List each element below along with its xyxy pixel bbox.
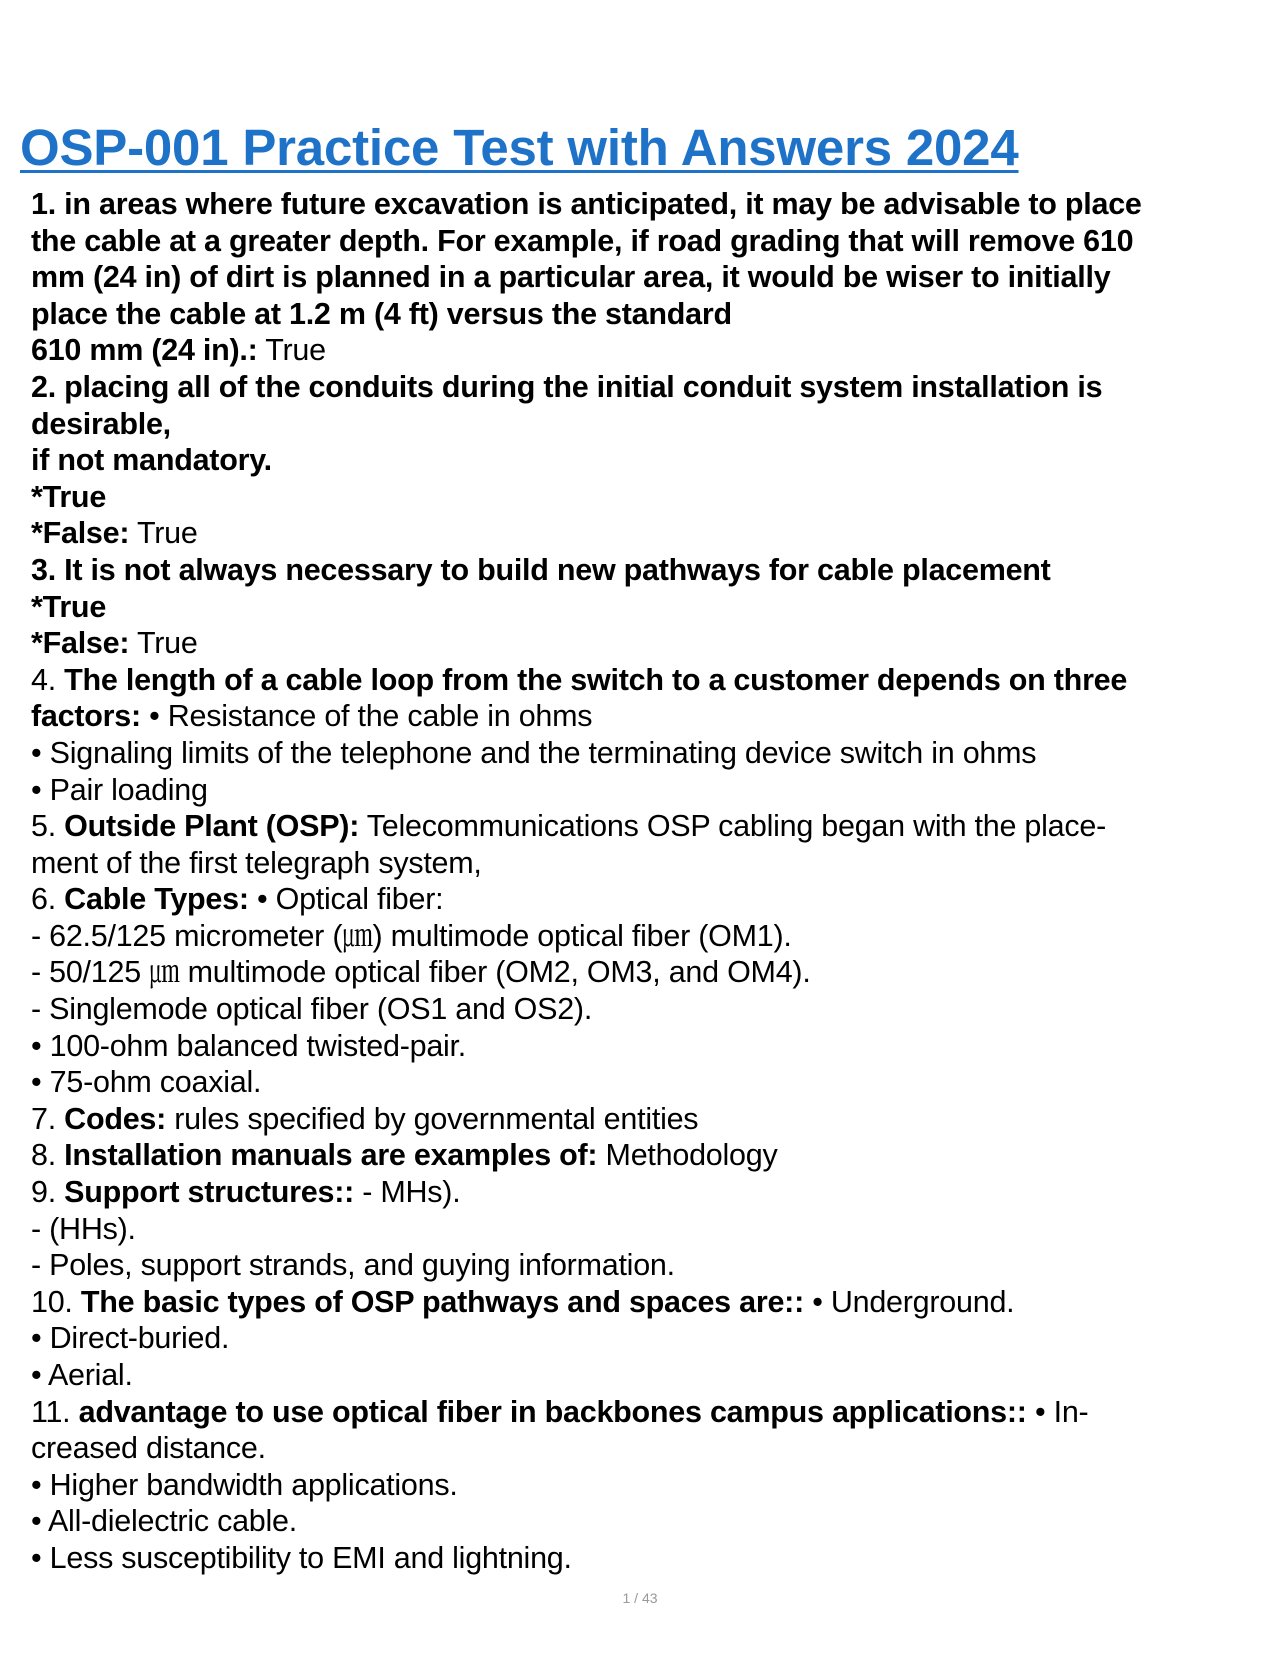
- text-line: [31, 1211, 1256, 1248]
- answer-text: • Pair loading: [31, 772, 208, 807]
- answer-text: • All-dielectric cable.: [31, 1504, 297, 1539]
- text-line: [31, 918, 1256, 955]
- text-line: [31, 881, 1256, 918]
- question-text: mm (24 in) of dirt is planned in a particular area, it would be wiser to initially: [31, 260, 1111, 295]
- text-line: [31, 223, 1256, 260]
- question-text: if not mandatory.: [31, 443, 272, 478]
- item-number: 6.: [31, 882, 65, 917]
- item-number: 10.: [31, 1284, 81, 1319]
- text-line: [31, 369, 1256, 406]
- text-line: [31, 1028, 1256, 1065]
- text-line: [31, 515, 1256, 552]
- question-text: advantage to use optical fiber in backbones campus applications::: [78, 1394, 1027, 1429]
- text-line: [31, 1320, 1256, 1357]
- item-number: 8.: [31, 1138, 65, 1173]
- text-line: [31, 662, 1256, 699]
- text-line: [31, 1394, 1256, 1431]
- question-text: the cable at a greater depth. For example, if road grading that will remove 610: [31, 223, 1134, 258]
- text-line: [31, 1430, 1256, 1467]
- item-number: 4.: [31, 662, 65, 697]
- answer-text: - (HHs).: [31, 1211, 136, 1246]
- question-text: 1. in areas where future excavation is anticipated, it may be advisable to place: [31, 187, 1142, 221]
- question-text: The length of a cable loop from the switch to a customer depends on three: [64, 662, 1128, 697]
- text-line: [31, 808, 1256, 845]
- answer-text: • Resistance of the cable in ohms: [140, 699, 593, 734]
- text-line: [31, 772, 1256, 809]
- text-line: [31, 735, 1256, 772]
- text-line: [31, 1064, 1256, 1101]
- item-number: 7.: [31, 1101, 65, 1136]
- answer-text: • Underground.: [803, 1284, 1015, 1319]
- item-number: 5.: [31, 809, 65, 844]
- question-text: Outside Plant (OSP):: [64, 809, 360, 844]
- question-text: 610 mm (24 in).:: [31, 333, 258, 368]
- answer-text: • Optical fiber:: [248, 882, 444, 917]
- answer-text: • Direct-buried.: [31, 1321, 230, 1356]
- question-text: factors:: [31, 699, 141, 734]
- question-text: place the cable at 1.2 m (4 ft) versus the standard: [31, 296, 732, 331]
- answer-text: - 50/125 ㎛ multimode optical fiber (OM2, OM3, and OM4).: [31, 955, 811, 990]
- text-line: [31, 1540, 1256, 1577]
- answer-text: ment of the first telegraph system,: [31, 845, 482, 880]
- answer-text: True: [257, 333, 326, 368]
- question-text: desirable,: [31, 406, 171, 441]
- text-line: [31, 625, 1256, 662]
- text-line: [31, 589, 1256, 626]
- answer-text: - 62.5/125 micrometer (㎛) multimode optical fiber (OM1).: [31, 918, 792, 953]
- question-text: 3. It is not always necessary to build new pathways for cable placement: [31, 552, 1051, 587]
- question-text: 2. placing all of the conduits during the initial conduit system installation is: [31, 369, 1103, 404]
- text-line: [31, 991, 1256, 1028]
- text-line: [31, 406, 1256, 443]
- page-indicator: 1 / 43: [622, 1590, 658, 1606]
- question-text: Support structures::: [64, 1175, 355, 1210]
- text-line: [31, 845, 1256, 882]
- text-line: [31, 1247, 1256, 1284]
- answer-text: Telecommunications OSP cabling began with the place-: [359, 809, 1106, 844]
- answer-text: True: [129, 626, 198, 661]
- answer-text: • 75-ohm coaxial.: [31, 1065, 262, 1100]
- text-line: [31, 479, 1256, 516]
- text-line: [31, 186, 1256, 223]
- question-text: Codes:: [64, 1101, 167, 1136]
- question-text: *True: [31, 479, 107, 514]
- question-text: *True: [31, 589, 107, 624]
- answer-text: rules specified by governmental entities: [166, 1101, 699, 1136]
- answer-text: - MHs).: [354, 1175, 461, 1210]
- question-text: *False:: [31, 626, 130, 661]
- text-line: [31, 552, 1256, 589]
- item-number: 11.: [31, 1394, 79, 1429]
- text-line: [31, 698, 1256, 735]
- answer-text: Methodology: [597, 1138, 778, 1173]
- text-line: [31, 1174, 1256, 1211]
- answer-text: True: [129, 516, 198, 551]
- answer-text: - Singlemode optical fiber (OS1 and OS2).: [31, 992, 593, 1027]
- text-line: [31, 259, 1256, 296]
- answer-text: • Aerial.: [31, 1358, 133, 1392]
- answer-text: creased distance.: [31, 1431, 266, 1466]
- text-line: [31, 332, 1256, 369]
- answer-text: • In-: [1026, 1394, 1089, 1429]
- document-title[interactable]: OSP-001 Practice Test with Answers 2024: [20, 119, 1019, 176]
- text-line: [31, 1503, 1256, 1540]
- answer-text: • 100-ohm balanced twisted-pair.: [31, 1028, 467, 1063]
- text-line: [31, 1357, 1256, 1394]
- text-line: [31, 442, 1256, 479]
- answer-text: • Less susceptibility to EMI and lightning.: [31, 1540, 572, 1575]
- answer-text: - Poles, support strands, and guying information.: [31, 1248, 675, 1283]
- answer-text: • Higher bandwidth applications.: [31, 1467, 458, 1502]
- text-line: [31, 1137, 1256, 1174]
- text-line: [31, 954, 1256, 991]
- answer-text: • Signaling limits of the telephone and the terminating device switch in ohms: [31, 735, 1037, 770]
- question-text: *False:: [31, 516, 130, 551]
- item-number: 9.: [31, 1175, 65, 1210]
- question-text: The basic types of OSP pathways and spaces are::: [80, 1284, 804, 1319]
- text-line: [31, 296, 1256, 333]
- text-line: [31, 1467, 1256, 1504]
- question-text: Cable Types:: [64, 882, 249, 917]
- text-line: [31, 1284, 1256, 1321]
- text-line: [31, 1101, 1256, 1138]
- document-body: [31, 186, 1256, 1577]
- question-text: Installation manuals are examples of:: [64, 1138, 598, 1173]
